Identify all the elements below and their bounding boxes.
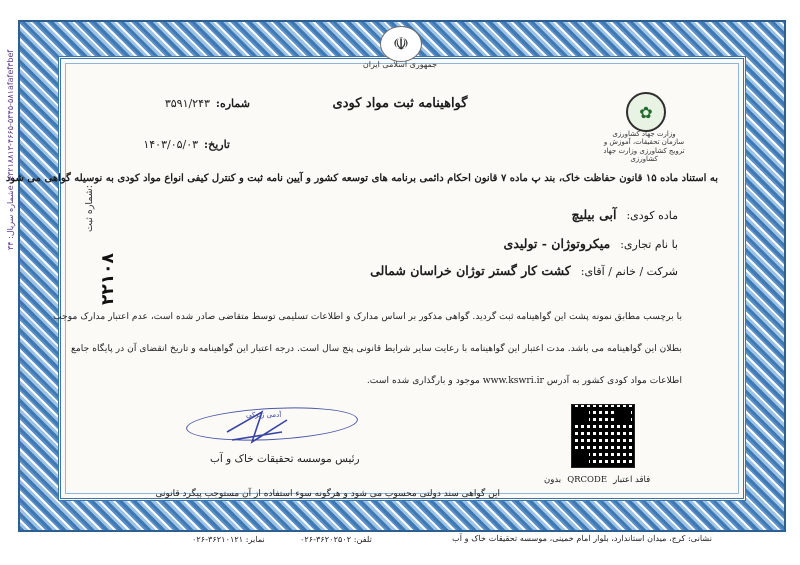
registration-label-vertical: شماره ثبت: bbox=[84, 185, 95, 232]
date-row bbox=[80, 138, 230, 151]
qr-caption-prefix: بدون bbox=[544, 475, 562, 485]
emblem-icon: ☫ bbox=[380, 26, 422, 62]
organization-logo-text: وزارت جهاد کشاورزی bbox=[612, 130, 676, 138]
organization-name: سازمان تحقیقات، آموزش و ترویج کشاورزی وزارت جهاد کشاورزی bbox=[603, 138, 685, 164]
brand-label: با نام تجاری: bbox=[620, 238, 678, 251]
signature-scribble bbox=[222, 402, 292, 452]
preamble-text: به استناد ماده ۱۵ قانون حفاظت خاک، بند پ ماده ۷ قانون احکام دائمی برنامه های توسعه کشور و آیین نامه ثبت و کنترل کیفی انواع مواد کودی به نوسیله گواهی می شود bbox=[5, 173, 718, 184]
fertilizer-label: ماده کودی: bbox=[626, 209, 678, 222]
organization-logo-caption bbox=[600, 130, 688, 164]
footer-fax: نمابر: ۳۶۲۱۰۱۲۱-۰۲۶ bbox=[192, 534, 265, 544]
signatory-title: رئیس موسسه تحقیقات خاک و آب bbox=[210, 453, 360, 465]
number-value: ۳۵۹۱/۲۴۳ bbox=[164, 97, 210, 110]
qr-code-icon bbox=[571, 404, 635, 468]
company-row bbox=[370, 263, 678, 278]
qr-caption-qrcode: QRCODE bbox=[567, 475, 608, 485]
serial-number-vertical: شماره سریال: ۳۴e۰e۳۲۱۸۸۱۳-۴۶۶۵-۵۳۴۵-۵۸۱afafef۳bef bbox=[6, 49, 15, 250]
registration-number-vertical: ۲۲۱۰۸ bbox=[98, 253, 118, 305]
company-value: کشت کار گستر توژان خراسان شمالی bbox=[370, 263, 571, 278]
body-line-1: با برچسب مطابق نمونه پشت این گواهینامه ثبت گردید. گواهی مذکور بر اساس مدارک و اطلاعات تسلیمی توسط متقاضی صادر شده است، عدم اعتبار مدارک موجب bbox=[53, 311, 682, 322]
brand-value: میکروتوژان - تولیدی bbox=[503, 236, 611, 251]
date-label: تاریخ: bbox=[204, 138, 230, 151]
fertilizer-row bbox=[572, 207, 679, 222]
organization-logo-icon: ✿ bbox=[626, 92, 666, 132]
body-line-2: بطلان این گواهینامه می باشد. مدت اعتبار این گواهینامه با رعایت سایر شرایط قانونی پنج سال است. درجه اعتبار این گواهینامه و تاریخ انقضای آن در پایگاه جامع bbox=[70, 343, 682, 354]
footer-phone: تلفن: ۳۶۲۰۲۵۰۲-۰۲۶ bbox=[300, 534, 372, 544]
validity-note: این گواهی سند دولتی محسوب می شود و هرگونه سوء استفاده از آن مستوجب پیگرد قانونی bbox=[155, 489, 500, 499]
certificate-title: گواهینامه ثبت مواد کودی bbox=[332, 96, 468, 111]
qr-caption-suffix: فاقد اعتبار bbox=[613, 475, 651, 485]
footer-address: نشانی: کرج، میدان استاندارد، بلوار امام خمینی، موسسه تحقیقات خاک و آب bbox=[452, 533, 712, 543]
qr-caption bbox=[544, 475, 650, 485]
body-line-3: اطلاعات مواد کودی کشور به آدرس www.kswri.ir موجود و بارگذاری شده است. bbox=[366, 375, 682, 386]
date-value: ۱۴۰۳/۰۵/۰۳ bbox=[143, 138, 199, 151]
number-row bbox=[80, 97, 250, 110]
emblem-caption: جمهوری اسلامی ایران bbox=[362, 60, 438, 69]
brand-row bbox=[504, 236, 678, 251]
company-label: شرکت / خانم / آقای: bbox=[580, 265, 678, 278]
fertilizer-value: آبی بیلیچ bbox=[571, 207, 617, 222]
signature-name: آدمی زیرکی bbox=[246, 411, 282, 419]
number-label: شماره: bbox=[215, 97, 250, 110]
